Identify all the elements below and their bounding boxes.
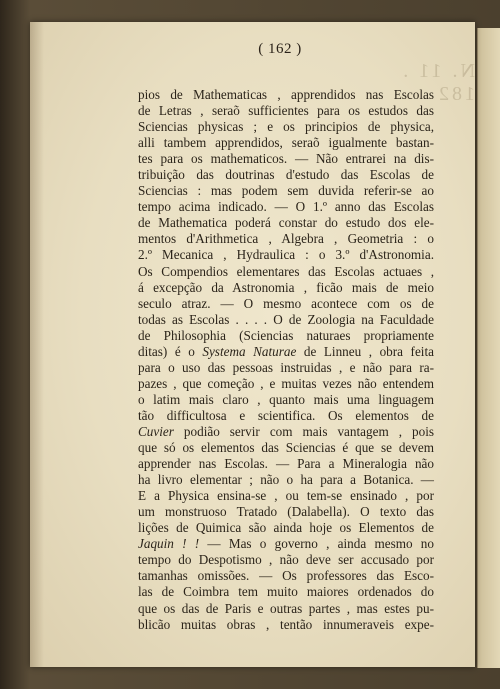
text-line: um monstruoso Tratado (Dalabella). O texto das [138,504,434,520]
text-line: de Philosophia (Sciencias naturaes propriamente [138,327,434,343]
body-text [138,87,434,633]
text-line: E a Physica ensina-se , ou tem-se ensinado , por [138,488,434,504]
text-line: Os Compendios elementares das Escolas actuaes , [138,263,434,279]
text-line: tamanhas omissões. — Os professores das Esco- [138,568,434,584]
text-line: de Letras , seraõ sufficientes para os estudos das [138,103,434,119]
bleed-through-text: N. 11 . 182 [400,60,475,105]
text-line: tão difficultosa e scientifica. Os elementos de [138,407,434,423]
text-line: que só os elementos das Sciencias é que se devem [138,440,434,456]
text-line: apprender nas Escolas. — Para a Mineralogia não [138,456,434,472]
text-line: seculo atraz. — O mesmo acontece com os de [138,295,434,311]
text-line: ha livro elementar ; não o ha para a Botanica. — [138,472,434,488]
text-line: todas as Escolas . . . . O de Zoologia na Faculdade [138,311,434,327]
text-line: pazes , que começão , e muitas vezes não entendem [138,375,434,391]
italic-title: Jaquin ! ! [138,536,200,552]
page-number: ( 162 ) [258,41,302,57]
text-line: 2.º Mecanica , Hydraulica : o 3.º d'Astronomia. [138,247,434,263]
text-line: lições de Quimica são ainda hoje os Elementos de [138,520,434,536]
text-line: las de Coimbra tem muito maiores ordenados do [138,584,434,600]
text-line: para o uso das pessoas instruidas , e não para ra- [138,359,434,375]
text-line: Jaquin ! ! — Mas o governo , ainda mesmo no [138,536,434,552]
italic-title: Systema Naturae [202,343,297,359]
text-line: Sciencias : mas podem sem duvida referir-se ao [138,183,434,199]
adjacent-page-edge [477,28,500,668]
text-line: á excepção da Astronomia , ficão mais de meio [138,279,434,295]
text-line: de Mathematica poderá constar do estudo dos ele- [138,215,434,231]
text-line: mentos d'Arithmetica , Algebra , Geometria : o [138,231,434,247]
text-line: blicão muitas obras , tentão innumeraveis expe- [138,616,434,632]
text-line: pios de Mathematicas , apprendidos nas Escolas [138,87,434,102]
text-line: ditas) é o Systema Naturae de Linneu , obra feita [138,343,434,359]
text-line: o latim mais claro , quanto mais uma linguagem [138,391,434,407]
italic-title: Cuvier [138,423,174,439]
text-line: tempo do Despotismo , não deve ser accusado por [138,552,434,568]
text-line: tempo acima indicado. — O 1.º anno das Escolas [138,199,434,215]
text-line: que os das de Paris e outras partes , mas estes pu- [138,600,434,616]
text-line: Sciencias physicas ; e os principios de physica, [138,119,434,135]
text-line: tes para os mathematicos. — Não entrarei na dis- [138,151,434,167]
text-line: tribuição das doutrinas d'estudo das Escolas de [138,167,434,183]
text-line: alli tambem apprendidos, seraõ igualmente bastan- [138,135,434,151]
text-line: Cuvier podião servir com mais vantagem , pois [138,423,434,439]
